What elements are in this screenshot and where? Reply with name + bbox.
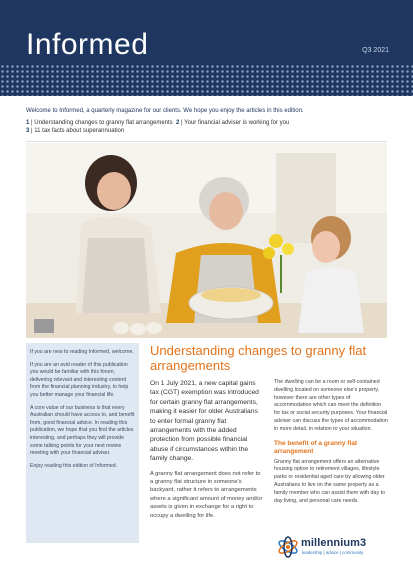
- article-headline: Understanding changes to granny flat arrangements: [150, 343, 367, 373]
- toc-title: 11 tax facts about superannuation: [34, 128, 125, 135]
- toc-item-1[interactable]: [26, 120, 173, 126]
- masthead: [0, 0, 413, 96]
- sidebar-paragraph: If you are an avid reader of this publication you would be familiar with this forum, delivering relevant and interesting content from the financial planning industry, to help you better manage your financial life.: [30, 361, 129, 398]
- toc-item-3[interactable]: [26, 128, 124, 134]
- dot-pattern: [0, 64, 413, 96]
- article-paragraph: Granny flat arrangement offers an alternative housing option to retirement villages, lifestyle parks or residential aged care by allowing older Australians to live on the same property as a family member who can assist them with day to day living, and personal care needs.: [274, 458, 385, 504]
- toc-line-2: [26, 127, 386, 136]
- sidebar-paragraph: A core value of our business is that every Australian should have access to, and benefit from, good financial advice. In reading this publication, we hope that you find the articles interesting, and perhaps they will provide some talking points for your next review meeting with your financial adviser.: [30, 404, 135, 457]
- article-paragraph: A granny flat arrangement does not refer to a granny flat structure in someone's backyard, rather it refers to arrangements where a significant amount of money and/or assets is given in exchange for a right to occupy a dwelling for life.: [150, 470, 263, 519]
- toc-line-1: [26, 119, 386, 128]
- divider: [26, 141, 387, 142]
- article-column-1: [150, 379, 265, 520]
- toc-title: Understanding changes to granny flat arrangements: [34, 119, 173, 126]
- atom-logo-icon: [276, 535, 300, 559]
- millennium3-logo: [274, 533, 394, 561]
- toc-title: Your financial adviser is working for you: [184, 119, 290, 126]
- toc-number: 2: [176, 119, 180, 126]
- intro-block: [26, 107, 386, 136]
- toc-separator: |: [29, 128, 35, 135]
- toc-separator: |: [29, 119, 35, 126]
- toc-item-2[interactable]: [176, 120, 289, 126]
- editor-note-sidebar: [26, 343, 139, 543]
- toc-separator: |: [179, 119, 185, 126]
- article-column-2: [274, 379, 388, 505]
- welcome-text: Welcome to Informed, a quarterly magazine for our clients. We hope you enjoy the articles in this edition.: [26, 108, 304, 114]
- article-lead: On 1 July 2021, a new capital gains tax (CGT) exemption was introduced for certain granny flat arrangements, making it easier for older Australians to enter formal granny flat arrangements with the added protection from possible financial abuse if circumstances within the family change.: [150, 380, 259, 463]
- article-subhead: The benefit of a granny flat arrangement: [274, 439, 358, 455]
- sidebar-paragraph: If you are new to reading Informed, welcome.: [30, 349, 134, 355]
- publication-title: Informed: [26, 28, 149, 61]
- toc-number: 3: [26, 128, 30, 135]
- family-baking-photo: [26, 143, 387, 338]
- toc-number: 1: [26, 119, 30, 126]
- issue-label: Q3 2021: [362, 47, 389, 54]
- article-paragraph: The dwelling can be a room or self-contained dwelling located on someone else's property, however there are other types of accommodation which can meet the definition for tax or social security purposes. Your financial adviser can discuss the types of accommodation in more detail, in relation to your situation.: [274, 379, 388, 432]
- sidebar-paragraph: Enjoy reading this edition of Informed.: [30, 462, 118, 469]
- logo-tagline: leadership | advice | community: [302, 550, 364, 555]
- logo-wordmark: millennium3: [301, 537, 367, 549]
